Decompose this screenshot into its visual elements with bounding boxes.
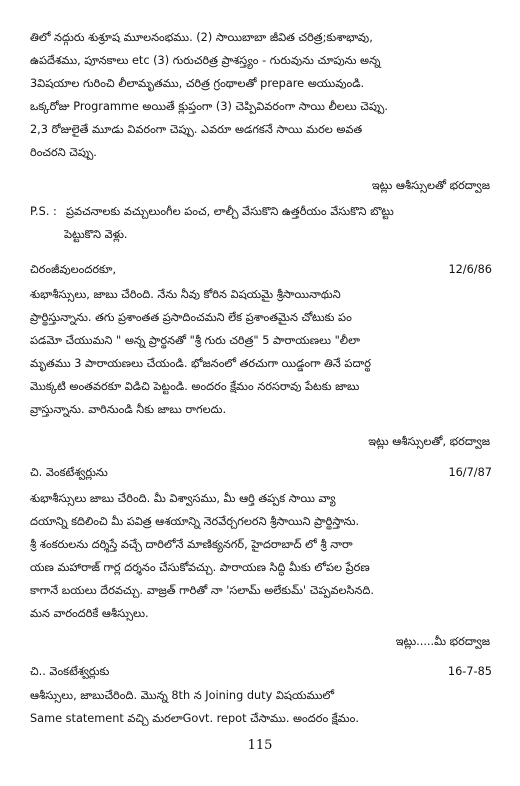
letter-line: పడమో చేయుమని " అన్న ప్రార్థనతో "శ్రీ గురు చరిత్ర" 5 పారాయణలు "లీలా (30, 334, 360, 347)
letter-line: శ్రీ శంకరులను దర్శిస్తే వచ్చే దారిలోనే మాణిక్యనగర్, హైదరాబాద్ లో శ్రీ నారా (30, 538, 353, 551)
ps-text: ప్రవచనాలకు వచ్చులుంగీల పంచ, లాల్చీ వేసుకొని ఉత్తరీయం వేసుకొని బొట్టు (66, 205, 394, 218)
letter-date: 16/7/87 (448, 466, 492, 479)
ps-line (30, 204, 492, 220)
intro-line: 3విషయాల గురించి లీలామృతము, చరిత్ర గ్రంథాలతో prepare అయువుండి. (30, 77, 365, 90)
letter-date: 12/6/86 (448, 263, 492, 276)
letter-header (30, 262, 492, 278)
intro-line: తిలో నద్గురు శుశ్రూష మూలనంభము. (2) సాయిబాబా జీవిత చరిత్ర;కుశాభావు, (30, 31, 373, 44)
intro-line: ఉపదేశము, పూనకాలు etc (3) గురుచరిత్ర ప్రాశస్త్యం - గురువును చూపును అన్న (30, 54, 381, 67)
ps-label: P.S. : (30, 205, 57, 218)
letter-line: శుభాశీస్సులు జాబు చేరింది. మీ విశ్వాసము, మీ ఆర్తి తప్పక సాయి వ్యా (30, 492, 336, 505)
page-number: 115 (247, 738, 273, 753)
signature-2: ఇట్లు ఆశీస్సులతో, భరద్వాజ (368, 435, 490, 448)
ps-line: పెట్టుకొని వెళ్లు. (64, 228, 128, 241)
letter-line: ఆశీస్సులు, జాబుచేరింది. మొన్న 8th న Joining duty విషయములో (30, 689, 334, 702)
letter-line: వ్రాస్తున్నాను. వారినుండి నీకు జాబు రాగలదు. (30, 403, 227, 416)
intro-line: 2,3 రోజులైతే మూడు వివరంగా చెప్పు. ఎవరూ అడగకనే సాయి మరల అవత (30, 123, 363, 136)
salutation: చి. వెంకటేశ్వర్లును (30, 466, 108, 479)
letter-header (30, 664, 492, 680)
intro-line: రించరని చెప్పు. (30, 146, 97, 159)
intro-line: ఒక్కరోజు Programme అయితే క్లుప్తంగా (3) చెప్పివివరంగా సాయి లీలలు చెప్పు. (30, 100, 388, 113)
letter-line: మన వారందరికే ఆశీస్సులు. (30, 607, 149, 620)
letter-line: యణ మహారాజ్ గార్ల దర్శనం చేసుకోవచ్చు. పారాయణ సిద్ధి మీకు లోపల ప్రేరణ (30, 561, 370, 574)
letter-line: మృతము 3 పారాయణలు చేయండి. భోజనంలో తరచుగా యిడ్డంగా తినే పదార్థ (30, 357, 371, 370)
letter-line: శుభాశీస్సులు, జాబు చేరింది. నేను నీవు కోరిన విషయమై శ్రీసాయినాథుని (30, 288, 341, 301)
letter-line: కాగానే బయలు దేరవచ్చు. వాజ్రత్ గారితో నా 'సలామ్ అలేకుమ్' చెప్పవలసినది. (30, 584, 374, 597)
signature-3: ఇట్లు.....మీ భరద్వాజ (395, 635, 490, 648)
letter-header (30, 465, 492, 481)
letter-line: మొక్కటి అంతవరకూ విడిచి పెట్టండి. అందరం క్షేమం నరసరావు పేటకు జాబు (30, 380, 360, 393)
letter-line: ప్రార్థిస్తున్నాను. తగు ప్రశాంతత ప్రసాదించమని లేక ప్రశాంతమైన చోటుకు పం (30, 311, 352, 324)
letter-line: Same statement వచ్చి మరలాGovt. repot చేసాము. అందరం క్షేమం. (30, 712, 359, 725)
letter-date: 16-7-85 (447, 665, 492, 678)
letter-line: దయాన్ని కదిలించి మీ పవిత్ర ఆశయాన్ని నెరవేర్చగలరని శ్రీసాయిని ప్రార్థిస్తాను. (30, 515, 360, 528)
salutation: చి.. వెంకటేశ్వర్లుకు (30, 665, 110, 678)
salutation: చిరంజీవులందరకూ, (30, 263, 117, 276)
signature-1: ఇట్లు ఆశీస్సులతో భరద్వాజ (371, 179, 490, 192)
